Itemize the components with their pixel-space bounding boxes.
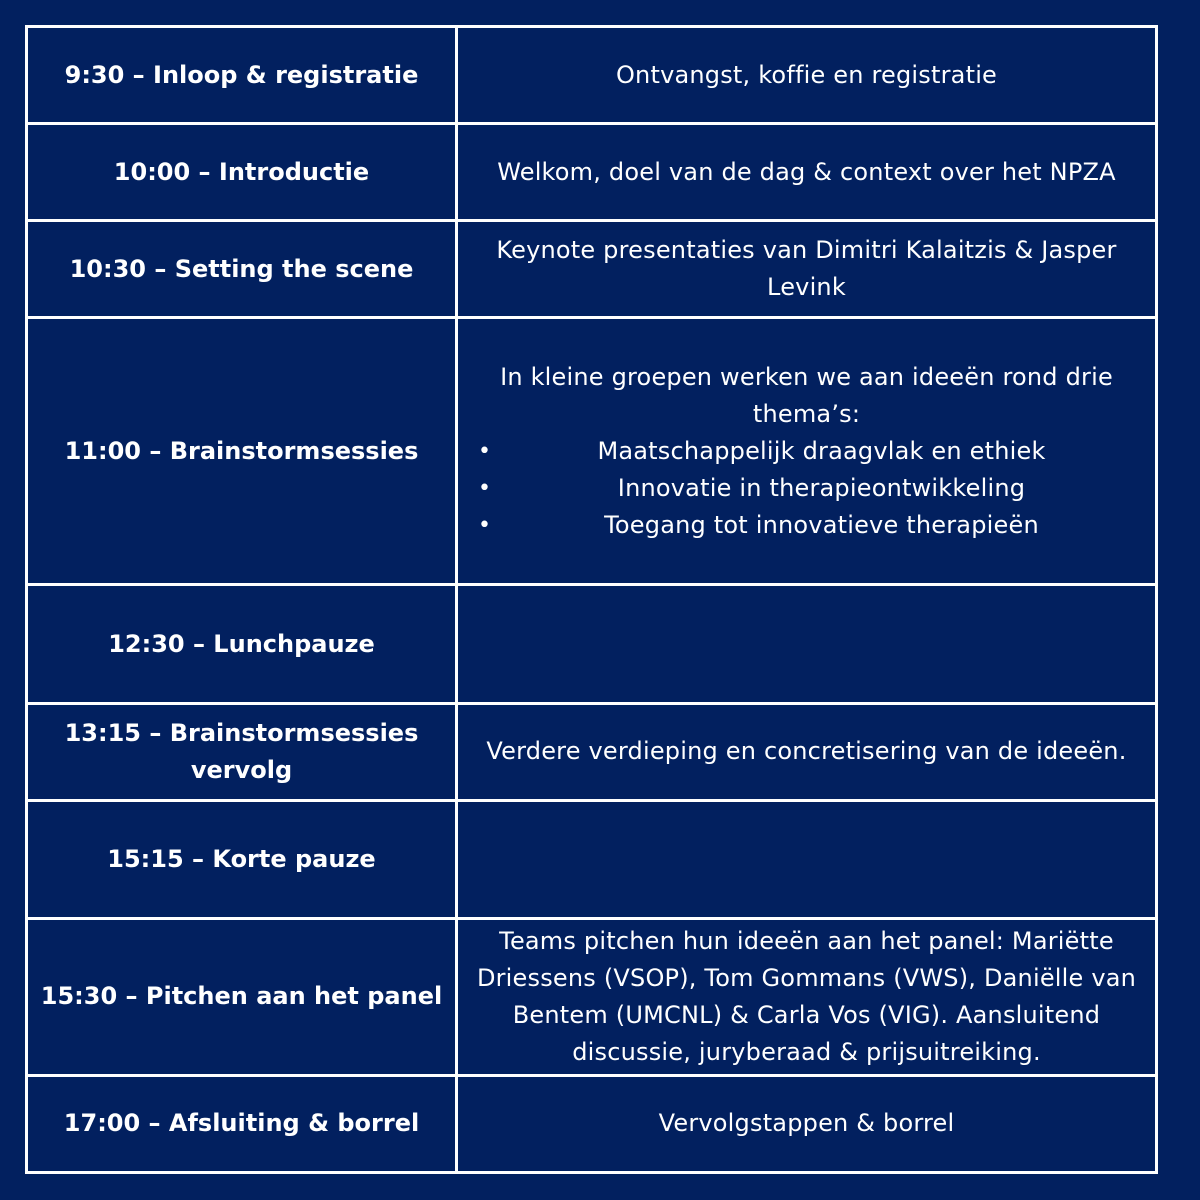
- session-description: Vervolgstappen & borrel: [457, 1075, 1157, 1172]
- session-description: [457, 800, 1157, 918]
- session-description: Ontvangst, koffie en registratie: [457, 27, 1157, 124]
- agenda-row: [27, 124, 1157, 221]
- session-description-cell: [457, 318, 1157, 585]
- bullet-icon: •: [478, 475, 492, 501]
- session-description: [457, 585, 1157, 703]
- theme-list-item: [466, 433, 1147, 470]
- theme-list-item: [466, 507, 1147, 544]
- session-description: Keynote presentaties van Dimitri Kalaitzis & Jasper Levink: [457, 221, 1157, 318]
- theme-label: Toegang tot innovatieve therapieën: [604, 510, 1039, 539]
- agenda-row: [27, 221, 1157, 318]
- agenda-row: [27, 585, 1157, 703]
- time-slot-label: 17:00 – Afsluiting & borrel: [27, 1075, 457, 1172]
- bullet-icon: •: [478, 438, 492, 464]
- agenda-row: [27, 1075, 1157, 1172]
- agenda-row: [27, 27, 1157, 124]
- agenda-row: [27, 703, 1157, 800]
- theme-label: Innovatie in therapieontwikkeling: [617, 473, 1026, 502]
- time-slot-label: 11:00 – Brainstormsessies: [27, 318, 457, 585]
- agenda-row: [27, 318, 1157, 585]
- session-description: Teams pitchen hun ideeën aan het panel: Mariëtte Driessens (VSOP), Tom Gommans (VWS), Daniëlle van Bentem (UMCNL) & Carla Vos (VIG). Aansluitend discussie, juryberaad & prijsuitreiking.: [457, 918, 1157, 1075]
- agenda-row: [27, 918, 1157, 1075]
- time-slot-label: 13:15 – Brainstormsessies vervolg: [27, 703, 457, 800]
- session-description: Welkom, doel van de dag & context over het NPZA: [457, 124, 1157, 221]
- time-slot-label: 12:30 – Lunchpauze: [27, 585, 457, 703]
- bullet-icon: •: [478, 512, 492, 538]
- theme-list: [466, 433, 1147, 544]
- time-slot-label: 9:30 – Inloop & registratie: [27, 27, 457, 124]
- theme-label: Maatschappelijk draagvlak en ethiek: [597, 436, 1046, 465]
- agenda-table: [25, 25, 1158, 1174]
- time-slot-label: 10:30 – Setting the scene: [27, 221, 457, 318]
- theme-list-item: [466, 470, 1147, 507]
- time-slot-label: 15:30 – Pitchen aan het panel: [27, 918, 457, 1075]
- time-slot-label: 10:00 – Introductie: [27, 124, 457, 221]
- agenda-row: [27, 800, 1157, 918]
- time-slot-label: 15:15 – Korte pauze: [27, 800, 457, 918]
- session-description: Verdere verdieping en concretisering van de ideeën.: [457, 703, 1157, 800]
- session-description: In kleine groepen werken we aan ideeën rond drie thema’s:: [500, 362, 1113, 428]
